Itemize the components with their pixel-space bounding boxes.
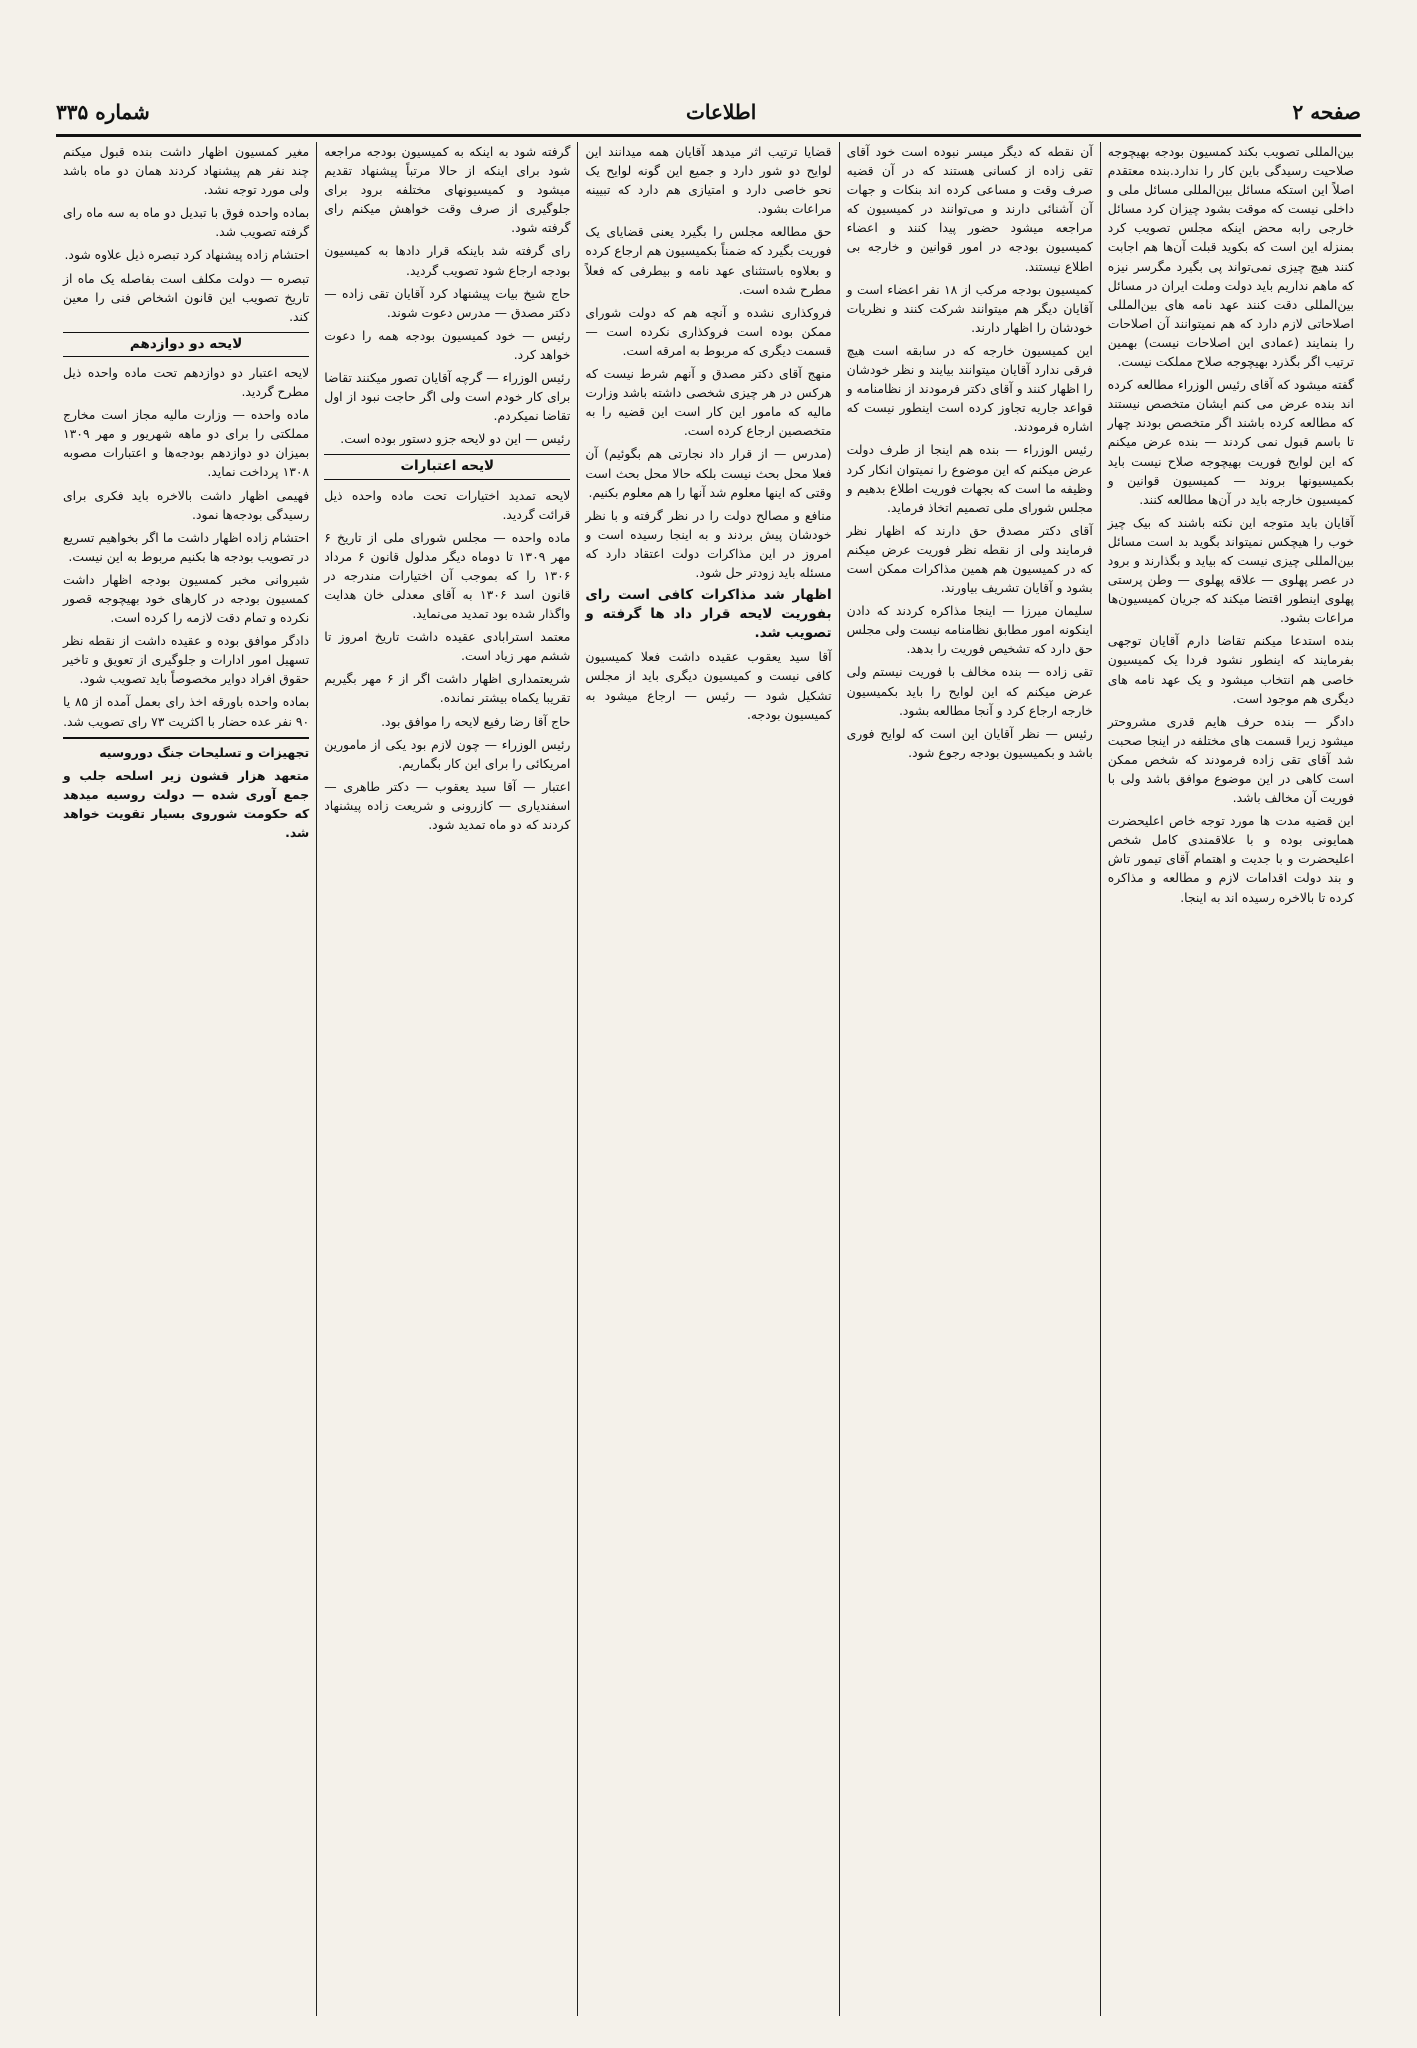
paragraph: این قضیه مدت ها مورد توجه خاص اعلیحضرت همایونی بوده و با علاقمندی کامل شخص اعلیحضرت و با جدیت و اهتمام آقای تیمور تاش و بند دولت اقدامات لازم و مطالعه و مذاکره کرده تا بالاخره رسیده اند به اینجا.: [1107, 813, 1354, 905]
paragraph: فروکذاری نشده و آنچه هم که دولت شورای ممکن بوده است فروکذاری نکرده است — قسمت دیگری که مربوط به امرقه است.: [585, 304, 832, 358]
paragraph: فهیمی اظهار داشت بالاخره باید فکری برای رسیدگی بودجه‌ها نمود.: [62, 487, 310, 522]
column-1: [1100, 142, 1361, 2016]
paragraph: این کمیسیون خارجه که در سابقه است هیچ فرقی ندارد آقایان میتوانند بیایند و نظر خودشان را اظهار کنند و آقای دکتر فرمودند از نظامنامه و قواعد جاریه تجاوز کرده است اینطور نیست که اشاره فرمودند.: [846, 342, 1093, 435]
paragraph: آن نقطه که دیگر میسر نبوده است خود آقای تقی زاده از کسانی هستند که در آن قضیه صرف وقت و مساعی کرده اند بنکات و جهات آن آشنائی دارند و می‌توانند در کمیسیون که مراجعه میشود حضور پیدا کنند و اعضاء کمیسیون بودجه در امور قوانین و خارجه بی اطلاع نیستند.: [846, 144, 1093, 274]
paragraph: دادگر — بنده حرف هایم قدری مشروحتر میشود زیرا قسمت های مختلفه در اینجا صحبت شد آقای تقی زاده فرمودند که شخص ممکن است کاهی در این موضوع موافق باشد ولی با فوریت آن مخالف باشد.: [1107, 713, 1354, 806]
news-box: [63, 737, 309, 842]
paragraph: بنده استدعا میکنم تقاضا دارم آقایان توجهی بفرمایند که اینطور نشود فردا یک کمیسیون خاصی هم انتخاب میشود و یک عهد نامه های دیگری هم موجود است.: [1107, 633, 1354, 706]
paragraph: شیروانی مخبر کمسیون بودجه اظهار داشت کمسیون بودجه در کارهای خود بهیچوجه قصور نکرده و تمام دقت لازمه را کرده است.: [62, 571, 310, 626]
paragraph: قضایا ترتیب اثر میدهد آقایان همه میدانند این لوایح دو شور دارد و جمیع این گونه لوایح یک نحو خاصی دارد و امتیازی هم دارد که تبیینه مراعات بشود.: [585, 144, 832, 217]
paragraph: دادگر موافق بوده و عقیده داشت از نقطه نظر تسهیل امور ادارات و جلوگیری از تعویق و تاخیر حقوق افراد دوایر مخصوصاً باید تصویب شود.: [62, 633, 310, 687]
paragraph: بماده واحده باورقه اخذ رای بعمل آمده از ۸۵ یا ۹۰ نفر عده حضار با اکثریت ۷۳ رای تصویب شد.: [62, 694, 310, 729]
paragraph: متعهد هزار قشون زیر اسلحه جلب و جمع آوری شده — دولت روسیه میدهد که حکومت شوروی بسیار تقویت خواهد شد.: [62, 767, 310, 840]
paragraph: لایحه تمدید اختیارات تحت ماده واحده ذیل قرائت گردید.: [324, 487, 571, 522]
paragraph: منهج آقای دکتر مصدق و آنهم شرط نیست که هرکس در هر چیزی شخصی داشته باشد وزارت مالیه که مامور این کار است این قضیه را به متخصصین ارجاع کرده است.: [585, 366, 832, 439]
section-heading: لایحه دو دوازدهم: [63, 332, 309, 357]
paragraph: بین‌المللی تصویب بکند کمسیون بودجه بهیچوجه صلاحیت رسیدگی باین کار را ندارد.بنده معتقدم اصلاً این استکه مسائل بین‌المللی مسائل ملی و داخلی نیست که موقت بشود چیزان کرد مسائل خارجی رابه محض اینکه مجلس تصویب کرد بمنزله این است که بکوید قبلت آن‌ها هم اجابت کنند هیچ چیزی نمی‌تواند پی بگیرد مگرسر نیزه که ماهم نداریم باید دولت وملت ایران در مسائل بین‌المللی دقت کنند عهد نامه های بین‌المللی اصلاحاتی لازم دارد که هم نمیتوانند آن اصلاحات را بنمایند (عمادی این اصلاحات نیست) بهمین ترتیب اگر بگذرد بهیچوجه صلاح مملکت نیست.: [1107, 144, 1354, 370]
paragraph: گفته میشود که آقای رئیس الوزراء مطالعه کرده اند بنده عرض می کنم ایشان متخصص نیستند که مطالعه کرده باشند اگر متخصص بودند چهار تا باسم قبول نمی کردند — بنده عرض میکنم که این لوایح فوریت بهیچوجه صلاح نیست باید بکمیسیونها بروند — کمیسیون قوانین و کمیسیون خارجه باید در آن‌ها مطالعه کنند.: [1107, 377, 1354, 507]
column-5: [56, 142, 316, 2016]
paragraph: احتشام زاده اظهار داشت ما اگر بخواهیم تسریع در تصویب بودجه ها بکنیم مربوط به این نیست.: [62, 529, 310, 564]
header-rule: [56, 134, 1361, 137]
paragraph: آقا سید یعقوب عقیده داشت فعلا کمیسیون کافی نیست و کمیسیون دیگری باید از مجلس تشکیل شود — رئیس — ارجاع میشود به کمیسیون بودجه.: [585, 649, 832, 722]
masthead: [56, 92, 1361, 132]
paragraph: حق مطالعه مجلس را بگیرد یعنی قضایای یک فوریت بگیرد که ضمناً بکمیسیون هم ارجاع کرده و بعلاوه باستثنای عهد نامه و بیطرفی که فعلاً مطرح شده است.: [585, 224, 832, 297]
paragraph: شریعتمداری اظهار داشت اگر از ۶ مهر بگیریم تقریبا یکماه بیشتر نمانده.: [324, 671, 571, 706]
paragraph: معتمد استرابادی عقیده داشت تاریخ امروز تا ششم مهر زیاد است.: [324, 629, 571, 664]
article-columns: [56, 142, 1361, 2016]
paragraph: حاج شیخ بیات پیشنهاد کرد آقایان تقی زاده — دکتر مصدق — مدرس دعوت شوند.: [324, 285, 571, 320]
paragraph: رئیس الوزراء — گرچه آقایان تصور میکنند تقاضا برای کار خودم است ولی اگر حاجت نبود از اول تقاضا نمیکردم.: [324, 370, 571, 424]
paragraph: رای گرفته شد باینکه قرار دادها به کمیسیون بودجه ارجاع شود تصویب گردید.: [324, 243, 571, 278]
paragraph: رئیس — خود کمیسیون بودجه همه را دعوت خواهد کرد.: [324, 327, 571, 362]
paragraph: رئیس الوزراء — چون لازم بود یکی از مامورین امریکائی را برای این کار بگماریم.: [324, 736, 571, 771]
paragraph: رئیس — نظر آقایان این است که لوایح فوری باشد و بکمیسیون بودجه رجوع شود.: [846, 725, 1093, 760]
paragraph: اعتبار — آقا سید یعقوب — دکتر طاهری — اسفندیاری — کازرونی و شریعت زاده پیشنهاد کردند که دو ماه تمدید شود.: [324, 778, 571, 832]
paragraph: تبصره — دولت مکلف است بفاصله یک ماه از تاریخ تصویب این قانون اشخاص فنی را معین کند.: [62, 270, 310, 324]
paragraph: حاج آقا رضا رفیع لایحه را موافق بود.: [381, 713, 571, 729]
section-heading: لایحه اعتبارات: [324, 454, 570, 479]
box-heading: تجهیزات و تسلیحات جنگ دوروسیه: [99, 744, 310, 760]
paragraph: آقای دکتر مصدق حق دارند که اظهار نظر فرمایند ولی از نقطه نظر فوریت عرض میکنم که در کمیسیون هم همین مذاکرات ممکن است بشود و آقایان تشریف بیاورند.: [846, 522, 1093, 596]
paragraph: ماده واحده — مجلس شورای ملی از تاریخ ۶ مهر ۱۳۰۹ تا دوماه دیگر مدلول قانون ۶ مرداد ۱۳۰۶ را که بموجب آن اختیارات مندرجه در قانون اسد ۱۳۰۶ به آقای معدلی خان هدایت واگذار شده بود تمدید می‌نماید.: [324, 529, 571, 622]
paragraph: سلیمان میرزا — اینجا مذاکره کردند که دادن اینکونه امور مطابق نظامنامه نیست ولی مجلس حق دارد که تشخیص فوریت را بدهد.: [846, 603, 1093, 657]
paragraph: رئیس — این دو لایحه جزو دستور بوده است.: [340, 431, 571, 447]
paragraph: گرفته شود به اینکه به کمیسیون بودجه مراجعه شود برای اینکه از حالا مرتباً پیشنهاد تقدیم میشود و کمیسیونهای مختلفه برود برای جلوگیری از صرف وقت خواهش میکنم رای گرفته شود.: [324, 144, 571, 236]
paragraph: کمیسیون بودجه مرکب از ۱۸ نفر اعضاء است و آقایان دیگر هم میتوانند شرکت کنند و نظریات خودشان را اظهار دارند.: [846, 281, 1093, 335]
paragraph: تقی زاده — بنده مخالف با فوریت نیستم ولی عرض میکنم که این لوایح را باید بکمیسیون خارجه ارجاع کرد و آنجا مطالعه بشود.: [846, 664, 1093, 718]
paragraph: منافع و مصالح دولت را در نظر گرفته و با نظر خودشان پیش بردند و به اینجا رسیده است و امروز در این مذاکرات دولت اعتقاد دارد که مسئله باید زودتر حل شود.: [585, 507, 832, 580]
paragraph: (مدرس — از قرار داد نجارتی هم بگوئیم) آن فعلا محل بحث نیست بلکه حالا محل بحث است وقتی که اینها معلوم شد آنها را هم معلوم بکنیم.: [585, 446, 832, 500]
column-2: [839, 142, 1100, 2016]
newspaper-name: اطلاعات: [686, 100, 757, 124]
paragraph: رئیس الوزراء — بنده هم اینجا از طرف دولت عرض میکنم که این موضوع را نمیتوان انکار کرد وظیفه ما است که بجهات فوریت اطلاع بدهیم و مجلس شورای ملی تصمیم اتخاذ فرماید.: [846, 442, 1093, 515]
column-4: [316, 142, 577, 2016]
page-number: صفحه ۲: [1292, 100, 1361, 124]
paragraph: احتشام زاده پیشنهاد کرد تبصره ذیل علاوه شود.: [64, 247, 310, 263]
paragraph: بماده واحده فوق با تبدیل دو ماه به سه ماه رای گرفته تصویب شد.: [62, 205, 310, 240]
paragraph: اظهار شد مذاکرات کافی است رای بفوریت لایحه قرار داد ها گرفته و تصویب شد.: [585, 587, 832, 642]
paragraph: لایحه اعتبار دو دوازدهم تحت ماده واحده ذیل مطرح گردید.: [62, 364, 310, 400]
column-3: [577, 142, 838, 2016]
paragraph: مغیر کمسیون اظهار داشت بنده قبول میکنم چند نفر هم پیشنهاد کردند همان دو ماه باشد ولی مورد توجه نشد.: [62, 144, 310, 198]
issue-number: شماره ۳۳۵: [56, 100, 150, 124]
paragraph: ماده واحده — وزارت مالیه مجاز است مخارج مملکتی را برای دو ماهه شهریور و مهر ۱۳۰۹ بمیزان دو دوازدهم بودجه‌ها و اعتبارات مصوبه ۱۳۰۸ پرداخت نماید.: [62, 407, 310, 480]
paragraph: آقایان باید متوجه این نکته باشند که بیک چیز خوب را هیچکس نمیتواند بگوید بد است مسائل بین‌المللی چیزی نیست که بیاید و بگذارند و برود در عصر پهلوی — علاقه پهلوی — وطن پرستی پهلوی اینطور اقتضا میکند که جریان کمیسیون‌ها مراعات بشود.: [1107, 514, 1354, 626]
